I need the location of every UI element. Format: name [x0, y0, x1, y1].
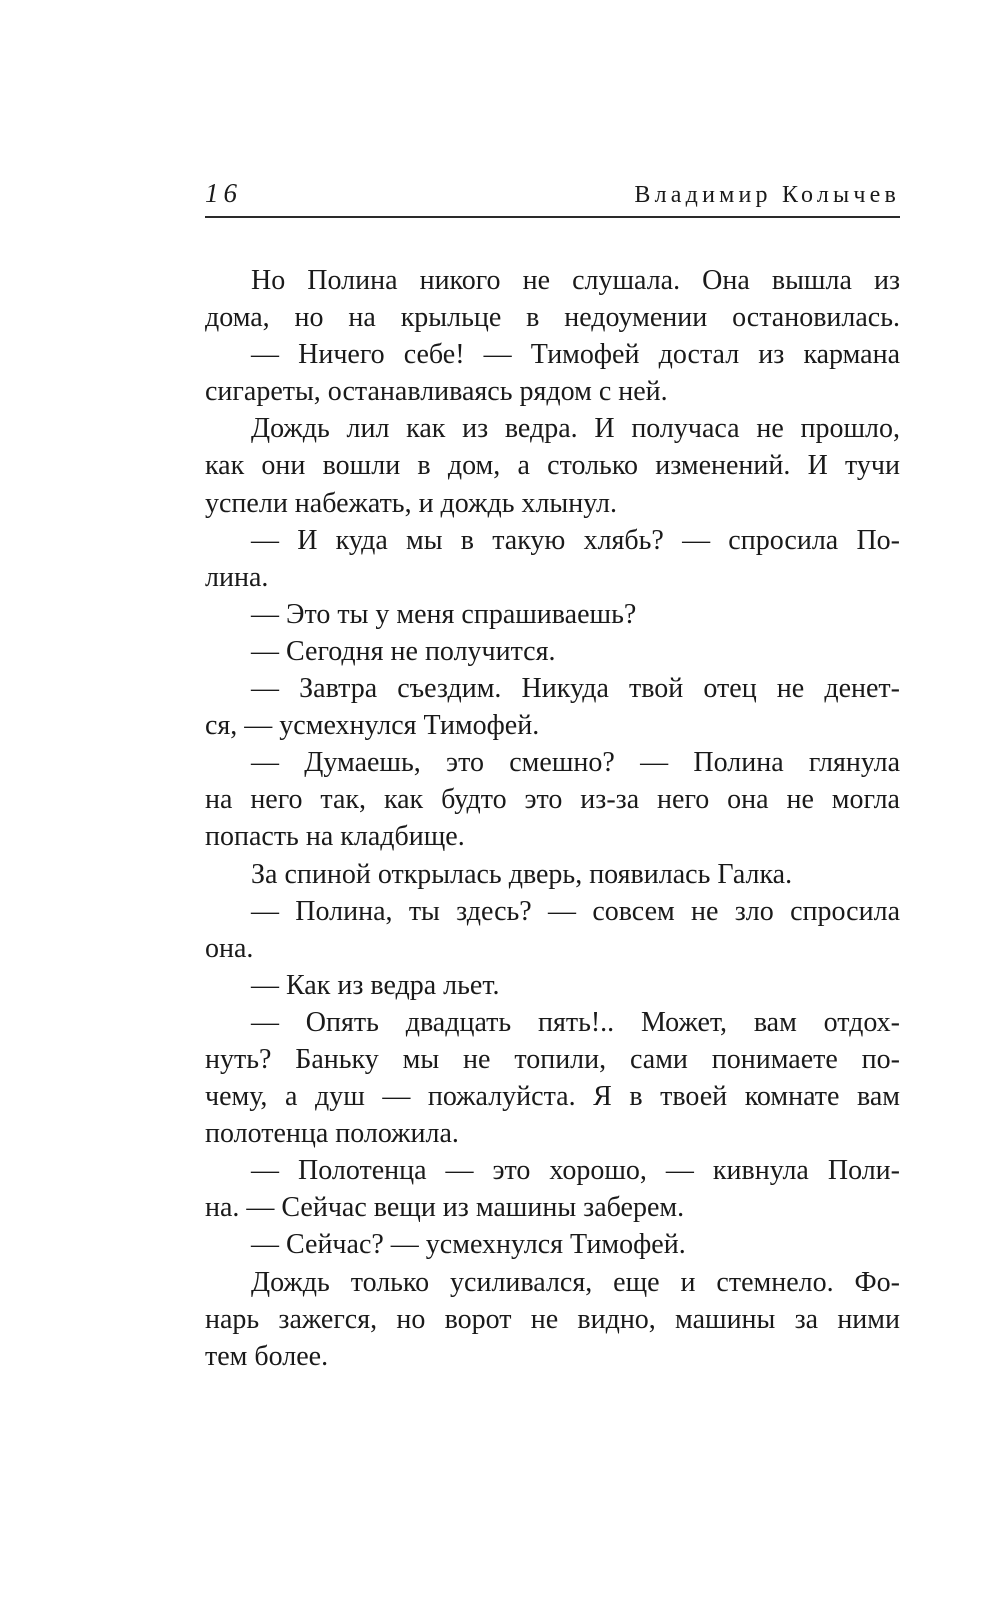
- text-line: — Как из ведра льет.: [251, 969, 500, 1001]
- text-line: — И куда мы в такую хлябь? — спросила По-: [251, 524, 900, 556]
- text-line: как они вошли в дом, а столько изменений. И тучи: [205, 450, 900, 482]
- text-line: успели набежать, и дождь хлынул.: [205, 487, 617, 519]
- text-line: чему, а душ — пожалуйста. Я в твоей комнате вам: [205, 1081, 900, 1113]
- text-line: — Опять двадцать пять!.. Может, вам отдох-: [251, 1006, 900, 1038]
- text-line: полотенца положила.: [205, 1118, 459, 1150]
- text-line: лина.: [205, 561, 269, 593]
- text-line: дома, но на крыльце в недоумении остановилась.: [205, 302, 900, 334]
- text-line: — Полина, ты здесь? — совсем не зло спросила: [251, 895, 900, 927]
- text-body: [205, 262, 900, 1375]
- text-line: Дождь лил как из ведра. И получаса не прошло,: [251, 413, 900, 445]
- text-line: — Это ты у меня спрашиваешь?: [251, 598, 637, 630]
- text-line: — Завтра съездим. Никуда твой отец не денет-: [251, 673, 900, 705]
- text-line: нарь зажегся, но ворот не видно, машины за ними: [205, 1303, 900, 1335]
- text-line: Но Полина никого не слушала. Она вышла из: [251, 265, 900, 296]
- text-line: — Сегодня не получится.: [251, 635, 556, 667]
- text-line: — Сейчас? — усмехнулся Тимофей.: [251, 1229, 686, 1261]
- text-line: на него так, как будто это из-за него она не могла: [205, 784, 900, 816]
- text-line: сигареты, останавливаясь рядом с ней.: [205, 376, 668, 408]
- text-line: За спиной открылась дверь, появилась Галка.: [251, 858, 793, 890]
- text-line: ся, — усмехнулся Тимофей.: [205, 710, 540, 742]
- text-line: — Полотенца — это хорошо, — кивнула Поли-: [251, 1155, 900, 1187]
- author-name: Владимир Колычев: [634, 182, 900, 208]
- running-head: [205, 178, 900, 218]
- page-number: 16: [205, 178, 242, 208]
- text-line: на. — Сейчас вещи из машины заберем.: [205, 1192, 685, 1224]
- text-line: тем более.: [205, 1340, 329, 1372]
- text-line: — Думаешь, это смешно? — Полина глянула: [251, 747, 900, 779]
- text-line: нуть? Баньку мы не топили, сами понимаете по-: [205, 1043, 900, 1075]
- text-line: попасть на кладбище.: [205, 821, 465, 853]
- text-line: Дождь только усиливался, еще и стемнело. Фо-: [251, 1266, 900, 1298]
- text-line: — Ничего себе! — Тимофей достал из кармана: [251, 339, 900, 371]
- text-line: она.: [205, 932, 254, 964]
